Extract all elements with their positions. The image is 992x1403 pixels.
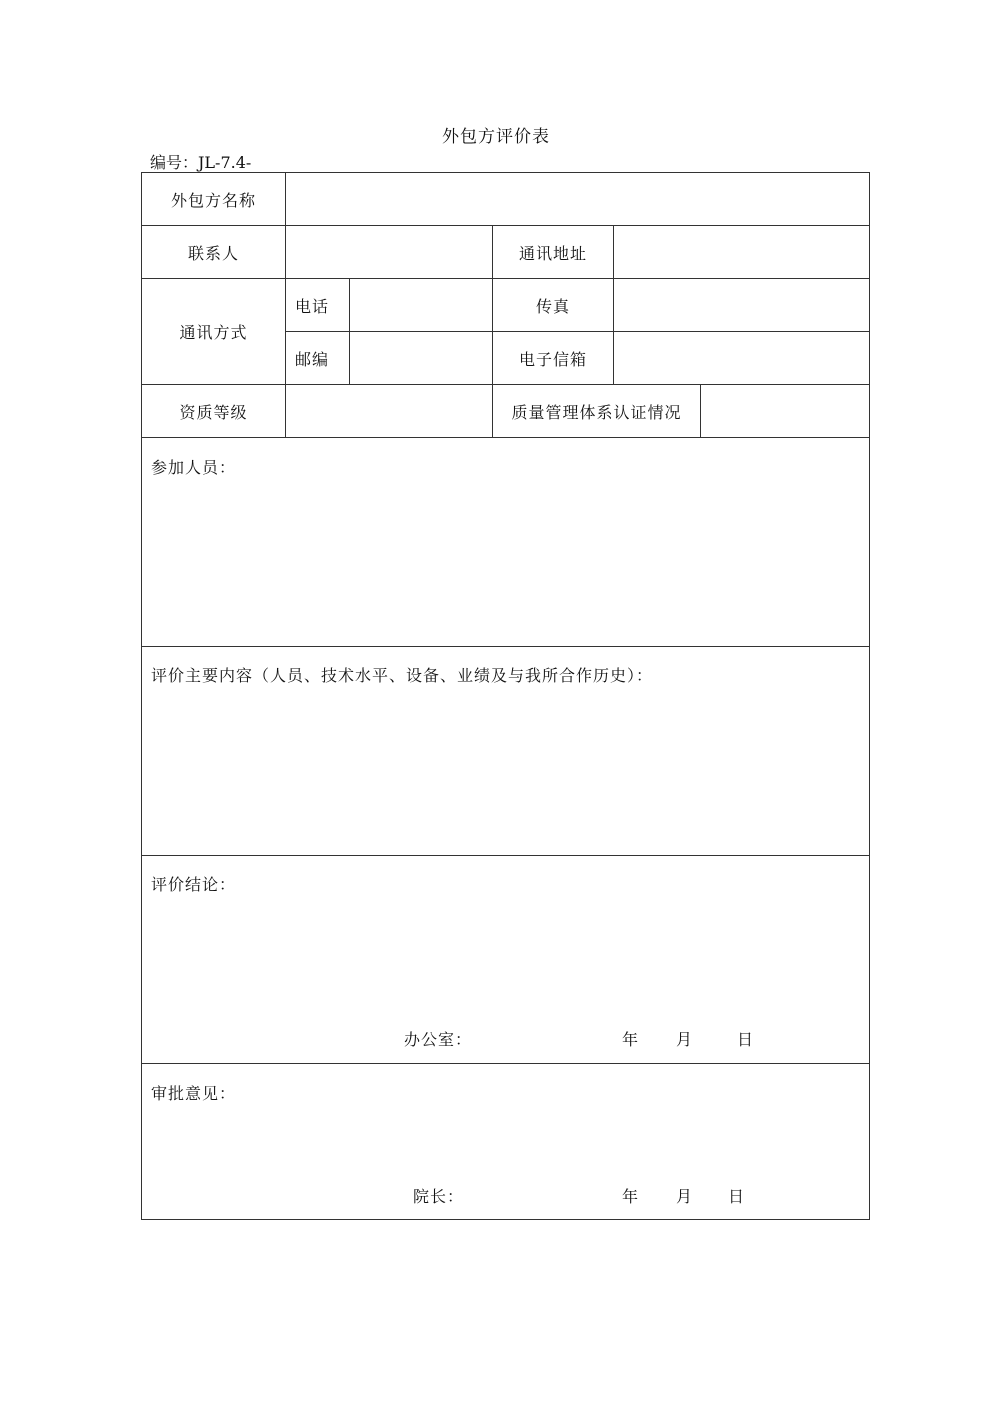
contact-person-label: 联系人 xyxy=(187,243,239,263)
vendor-name-field[interactable] xyxy=(286,173,869,225)
office-label: 办公室： xyxy=(404,1030,473,1049)
contact-person-field[interactable] xyxy=(286,226,492,278)
row-divider xyxy=(141,855,870,856)
postcode-field[interactable] xyxy=(350,332,492,384)
office-month: 月 xyxy=(676,1030,694,1049)
participants-label: 参加人员： xyxy=(151,458,237,477)
fax-field[interactable] xyxy=(614,279,869,331)
main-content-area[interactable] xyxy=(142,690,869,855)
vendor-name-label: 外包方名称 xyxy=(170,190,256,210)
address-field[interactable] xyxy=(614,226,869,278)
form-title: 外包方评价表 xyxy=(442,127,550,147)
conclusion-label: 评价结论： xyxy=(151,875,237,894)
table-border-right xyxy=(869,172,870,1220)
quality-cert-field[interactable] xyxy=(701,385,869,437)
form-code: 编号：JL-7.4- xyxy=(150,153,252,172)
row-divider xyxy=(141,646,870,647)
conclusion-area[interactable] xyxy=(142,900,869,1010)
row-divider xyxy=(141,1063,870,1064)
office-year: 年 xyxy=(622,1030,640,1049)
dean-year: 年 xyxy=(622,1187,640,1206)
email-field[interactable] xyxy=(614,332,869,384)
qualification-field[interactable] xyxy=(286,385,492,437)
dean-day: 日 xyxy=(728,1187,746,1206)
main-content-label: 评价主要内容（人员、技术水平、设备、业绩及与我所合作历史）： xyxy=(151,666,654,685)
office-day: 日 xyxy=(737,1030,755,1049)
email-label: 电子信箱 xyxy=(518,349,587,369)
phone-field[interactable] xyxy=(350,279,492,331)
fax-label: 传真 xyxy=(535,296,570,316)
phone-label: 电话 xyxy=(294,296,329,316)
approval-label: 审批意见： xyxy=(151,1084,237,1103)
contact-method-label: 通讯方式 xyxy=(179,323,248,342)
dean-month: 月 xyxy=(676,1187,694,1206)
table-border-bottom xyxy=(141,1219,870,1220)
postcode-label: 邮编 xyxy=(294,349,329,369)
dean-label: 院长： xyxy=(413,1187,465,1206)
participants-area[interactable] xyxy=(142,438,869,646)
address-label: 通讯地址 xyxy=(518,243,587,263)
qualification-label: 资质等级 xyxy=(179,402,248,422)
quality-cert-label: 质量管理体系认证情况 xyxy=(511,402,682,422)
approval-area[interactable] xyxy=(142,1108,869,1178)
